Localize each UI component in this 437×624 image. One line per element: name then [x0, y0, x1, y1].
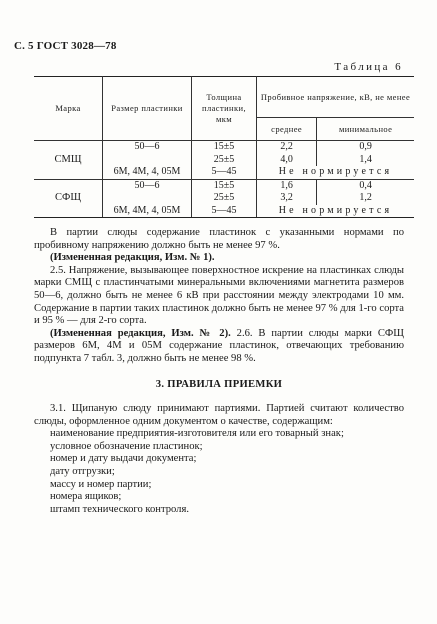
paragraph: В партии слюды содержание пластинок с указанными нормами по пробивному напряжению должно быть не менее 97 %.: [34, 227, 404, 251]
cell-size: [103, 192, 192, 205]
edit-note: (Измененная редакция, Изм. № 1).: [50, 252, 215, 264]
list-item: номер и дату выдачи документа;: [50, 453, 197, 465]
page-header: С. 5 ГОСТ 3028—78: [14, 40, 117, 52]
table-row: [34, 192, 414, 205]
col-thickness-header: Толщина пластинки, мкм: [192, 77, 257, 141]
cell-average: 3,2: [257, 192, 317, 205]
cell-minimum: 1,4: [317, 154, 414, 167]
col-mark-header: Марка: [34, 77, 103, 141]
cell-thickness: 15±5: [192, 141, 257, 154]
spec-table: [34, 76, 414, 218]
table-row: [34, 141, 414, 154]
table-row: [34, 154, 414, 167]
col-voltage-header: Пробивное напряжение, кВ, не менее: [257, 77, 415, 118]
cell-mark: [34, 141, 103, 154]
cell-size: 6М, 4М, 4, 05М: [103, 166, 192, 179]
cell-not-normalized: Не нормируется: [257, 166, 415, 179]
col-average-header: среднее: [257, 118, 317, 141]
cell-average: 2,2: [257, 141, 317, 154]
table-row: [34, 179, 414, 192]
table-caption: Таблица 6: [334, 61, 403, 73]
list-item: дату отгрузки;: [50, 465, 115, 477]
list-item: номера ящиков;: [50, 491, 122, 503]
table-row: [34, 166, 414, 179]
acceptance-text-block: [34, 403, 404, 516]
paragraph-text: 2.6. В партии слюды марки СФЩ размеров 6М, 4М и 05М содержание пластинок, отвечающих требованию подпункта 7 табл. 3, должно быть не менее 98 %.: [34, 327, 404, 364]
cell-minimum: 0,4: [317, 179, 414, 192]
paragraph: 2.5. Напряжение, вызывающее поверхностное искрение на пластинках слюды марки СМЩ с пластинчатыми минеральными включениями магнетита размеров 50—6, должно быть не менее 6 кВ при расстоянии между электродами 10 мм. Содержание в партии таких пластинок должно быть не менее 97 % для 1-го сорта и 95 % — для 2-го сорта.: [34, 264, 404, 327]
col-size-header: Размер пластинки: [103, 77, 192, 141]
cell-size: 6М, 4М, 4, 05М: [103, 205, 192, 218]
section-title: 3. ПРАВИЛА ПРИЕМКИ: [155, 379, 283, 390]
cell-size: 50—6: [103, 179, 192, 192]
cell-mark: СМЩ: [34, 154, 103, 167]
list-item: массу и номер партии;: [50, 478, 152, 490]
cell-minimum: 1,2: [317, 192, 414, 205]
col-minimum-header: минимальное: [317, 118, 414, 141]
cell-mark: СФЩ: [34, 192, 103, 205]
paragraph: 3.1. Щипаную слюду принимают партиями. Партией считают количество слюды, оформленное одним документом о качестве, содержащим:: [34, 403, 404, 427]
cell-size: 50—6: [103, 141, 192, 154]
edit-note: (Измененная редакция, Изм. № 2).: [50, 327, 231, 339]
body-text-block: [34, 227, 404, 366]
cell-average: 1,6: [257, 179, 317, 192]
cell-size: [103, 154, 192, 167]
cell-average: 4,0: [257, 154, 317, 167]
cell-minimum: 0,9: [317, 141, 414, 154]
paragraph: [34, 328, 404, 366]
cell-mark: [34, 179, 103, 192]
list-item: условное обозначение пластинок;: [50, 440, 203, 452]
cell-thickness: 25±5: [192, 192, 257, 205]
list-item: штамп технического контроля.: [50, 503, 189, 515]
table-row: [34, 205, 414, 218]
cell-thickness: 25±5: [192, 154, 257, 167]
cell-thickness: 15±5: [192, 179, 257, 192]
cell-mark: [34, 166, 103, 179]
cell-thickness: 5—45: [192, 166, 257, 179]
cell-thickness: 5—45: [192, 205, 257, 218]
list-item: наименование предприятия-изготовителя или его товарный знак;: [50, 428, 344, 440]
cell-not-normalized: Не нормируется: [257, 205, 415, 218]
cell-mark: [34, 205, 103, 218]
